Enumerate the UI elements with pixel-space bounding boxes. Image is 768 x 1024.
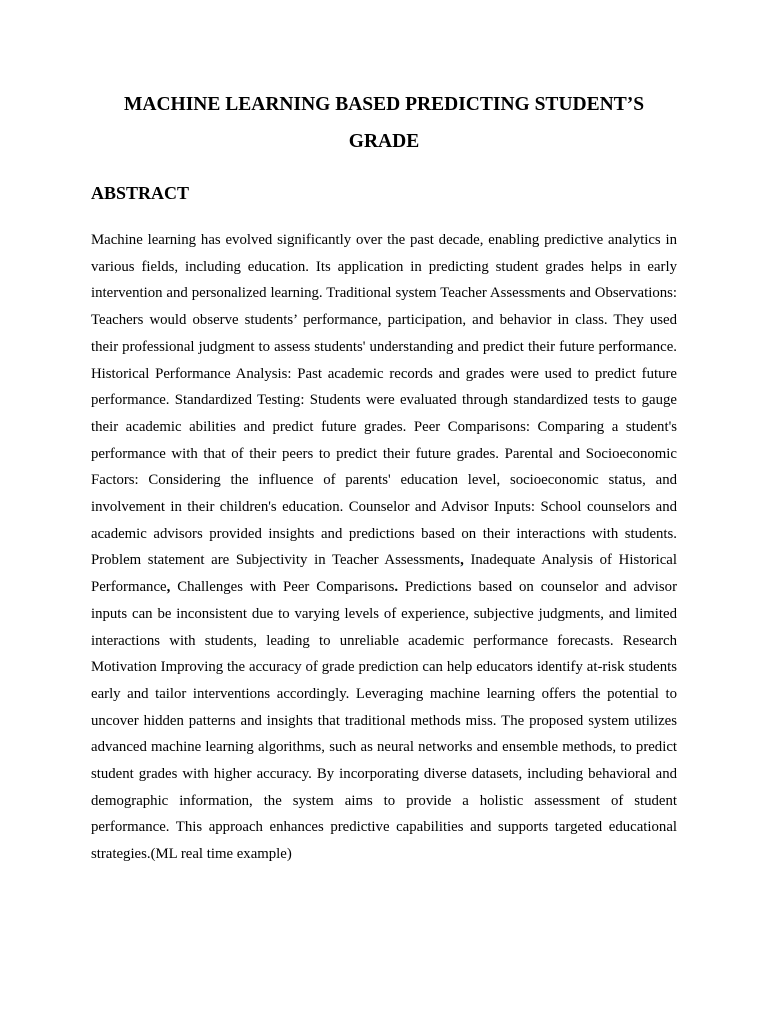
abstract-text-part-3: Challenges with Peer Comparisons: [170, 579, 395, 596]
document-title: MACHINE LEARNING BASED PREDICTING STUDENT’S GRADE: [123, 94, 645, 152]
abstract-text-part-2: Inadequate Analysis of Historical Performance: [91, 552, 677, 596]
abstract-text-part-4: Predictions based on counselor and advisor inputs can be inconsistent due to varying levels of experience, subjective judgments, and limited interactions with students, leading to unreliable academic performance forecasts. Research Motivation Improving the accuracy of grade prediction can help educators identify at-risk students early and tailor interventions accordingly. Leveraging machine learning offers the potential to uncover hidden patterns and insights that traditional methods miss. The proposed system utilizes advanced machine learning algorithms, such as neural networks and ensemble methods, to predict student grades with higher accuracy. By incorporating diverse datasets, including behavioral and demographic information, the system aims to provide a holistic assessment of student performance. This approach enhances predictive capabilities and supports targeted educational strategies.(ML real time example): [91, 579, 677, 863]
abstract-text-part-1: Machine learning has evolved significantly over the past decade, enabling predictive analytics in various fields, including education. Its application in predicting student grades helps in early intervention and personalized learning. Traditional system Teacher Assessments and Observations: Teachers would observe students’ performance, participation, and behavior in class. They used their professional judgment to assess students' understanding and predict their future performance. Historical Performance Analysis: Past academic records and grades were used to predict future performance. Standardized Testing: Students were evaluated through standardized tests to gauge their academic abilities and predict future grades. Peer Comparisons: Comparing a student's performance with that of their peers to predict their future grades. Parental and Socioeconomic Factors: Considering the influence of parents' education level, socioeconomic status, and involvement in their children's education. Counselor and Advisor Inputs: School counselors and academic advisors provided insights and predictions based on their interactions with students. Problem statement are Subjectivity in Teacher Assessments: [91, 232, 677, 569]
abstract-bold-comma-2: ,: [166, 579, 171, 596]
abstract-bold-period: .: [394, 579, 399, 596]
abstract-bold-comma-1: ,: [460, 552, 464, 569]
abstract-paragraph: [91, 227, 677, 868]
abstract-heading: ABSTRACT: [91, 183, 190, 203]
